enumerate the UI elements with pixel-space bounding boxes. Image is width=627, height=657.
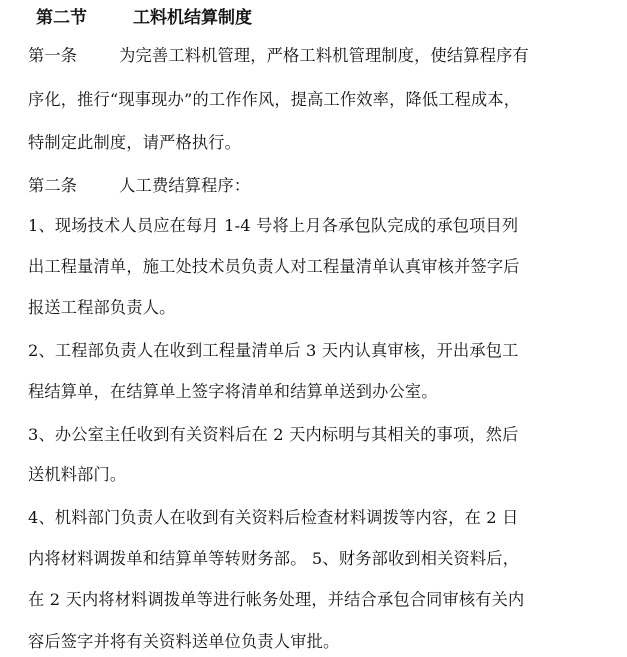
item-5-line-1: 在 2 天内将材料调拨单等进行帐务处理，并结合承包合同审核有关内 [28, 590, 525, 609]
article-2-label: 第二条 [28, 176, 78, 195]
section-heading [36, 6, 252, 30]
item-1-line-2: 出工程量清单，施工处技术员负责人对工程量清单认真审核并签字后 [28, 257, 520, 276]
section-title: 工料机结算制度 [133, 8, 252, 28]
item-2-line-1: 2、工程部负责人在收到工程量清单后 3 天内认真审核，开出承包工 [28, 341, 519, 360]
article-2-heading: 第二条 人工费结算程序： [28, 176, 251, 195]
item-4-line-2: 内将材料调拨单和结算单等转财务部。 5、财务部收到相关资料后， [28, 549, 520, 568]
item-5-line-2: 容后签字并将有关资料送单位负责人审批。 [28, 632, 340, 651]
article-1-label: 第一条 [28, 46, 78, 65]
article-1-line-3: 特制定此制度，请严格执行。 [28, 133, 242, 152]
item-4-line-1: 4、机料部门负责人在收到有关资料后检查材料调拨等内容，在 2 日 [28, 508, 519, 527]
item-1-line-3: 报送工程部负责人。 [28, 298, 176, 317]
item-3-line-2: 送机料部门。 [28, 465, 127, 484]
item-3-line-1: 3、办公室主任收到有关资料后在 2 天内标明与其相关的事项，然后 [28, 425, 519, 444]
article-1-line-1: 第一条 为完善工料机管理，严格工料机管理制度，使结算程序有 [28, 46, 529, 65]
item-1-line-1: 1、现场技术人员应在每月 1-4 号将上月各承包队完成的承包项目列 [28, 216, 519, 235]
item-2-line-2: 程结算单，在结算单上签字将清单和结算单送到办公室。 [28, 382, 438, 401]
section-number: 第二节 [36, 8, 87, 28]
article-1-line-2: 序化，推行“现事现办”的工作作风，提高工作效率，降低工程成本， [28, 90, 521, 109]
